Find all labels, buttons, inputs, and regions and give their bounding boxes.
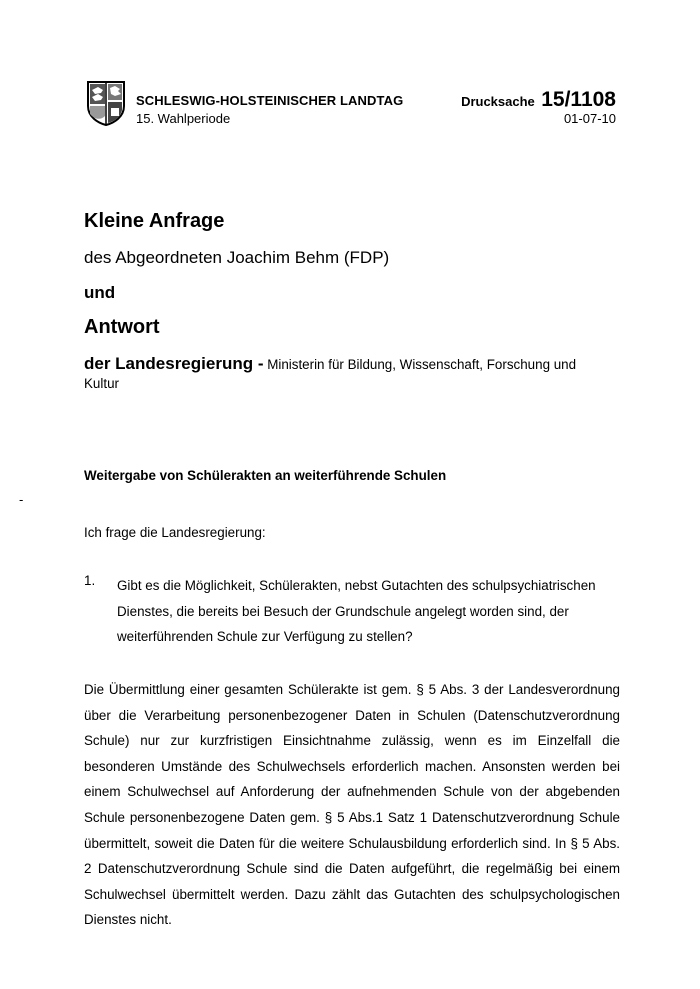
- drucksache-block: [460, 88, 616, 112]
- drucksache-number: 15/1108: [541, 88, 616, 111]
- subject-title: Weitergabe von Schülerakten an weiterführende Schulen: [84, 468, 447, 483]
- government-label: der Landesregierung -: [84, 354, 264, 373]
- coat-of-arms-icon: [86, 80, 126, 126]
- question-text: Gibt es die Möglichkeit, Schülerakten, nebst Gutachten des schulpsychiatrischen Dienstes, die bereits bei Besuch der Grundschule angelegt worden sind, der weiterführenden Schule zur Verfügung zu stellen?: [117, 578, 596, 644]
- member-line: des Abgeordneten Joachim Behm (FDP): [84, 248, 390, 267]
- answer-paragraph: Die Übermittlung einer gesamten Schülerakte ist gem. § 5 Abs. 3 der Landesverordnung über die Verarbeitung personenbezogener Daten in Schulen (Datenschutzverordnung Schule) nur zur kurzfristigen Einsichtnahme zulässig, wenn es im Einzelfall die besonderen Umstände des Schulwechsels erforderlich machen. Ansonsten werden bei einem Schulwechsel auf Anforderung der aufnehmenden Schule von der abgebenden Schule personenbezogene Daten gem. § 5 Abs.1 Satz 1 Datenschutzverordnung Schule übermittelt, soweit die Daten für die weitere Schulausbildung erforderlich sind. In § 5 Abs. 2 Datenschutzverordnung Schule sind die Daten aufgeführt, die regelmäßig bei einem Schulwechsel übermittelt werden. Dazu zählt das Gutachten des schulpsychologischen Dienstes nicht.: [84, 682, 620, 928]
- intro-text: Ich frage die Landesregierung:: [84, 525, 266, 540]
- legislative-period: 15. Wahlperiode: [136, 111, 231, 126]
- question-number: 1.: [84, 573, 96, 588]
- document-date: 01-07-10: [563, 111, 616, 126]
- und-line: und: [84, 283, 116, 302]
- heading-antwort: Antwort: [84, 316, 160, 338]
- heading-kleine-anfrage: Kleine Anfrage: [84, 210, 225, 232]
- ministry-name: Ministerin für Bildung, Wissenschaft, Forschung und Kultur: [84, 357, 577, 391]
- drucksache-label: Drucksache: [461, 94, 535, 109]
- margin-mark: -: [19, 492, 24, 507]
- government-line: [84, 354, 604, 393]
- parliament-title: SCHLESWIG-HOLSTEINISCHER LANDTAG: [136, 93, 404, 108]
